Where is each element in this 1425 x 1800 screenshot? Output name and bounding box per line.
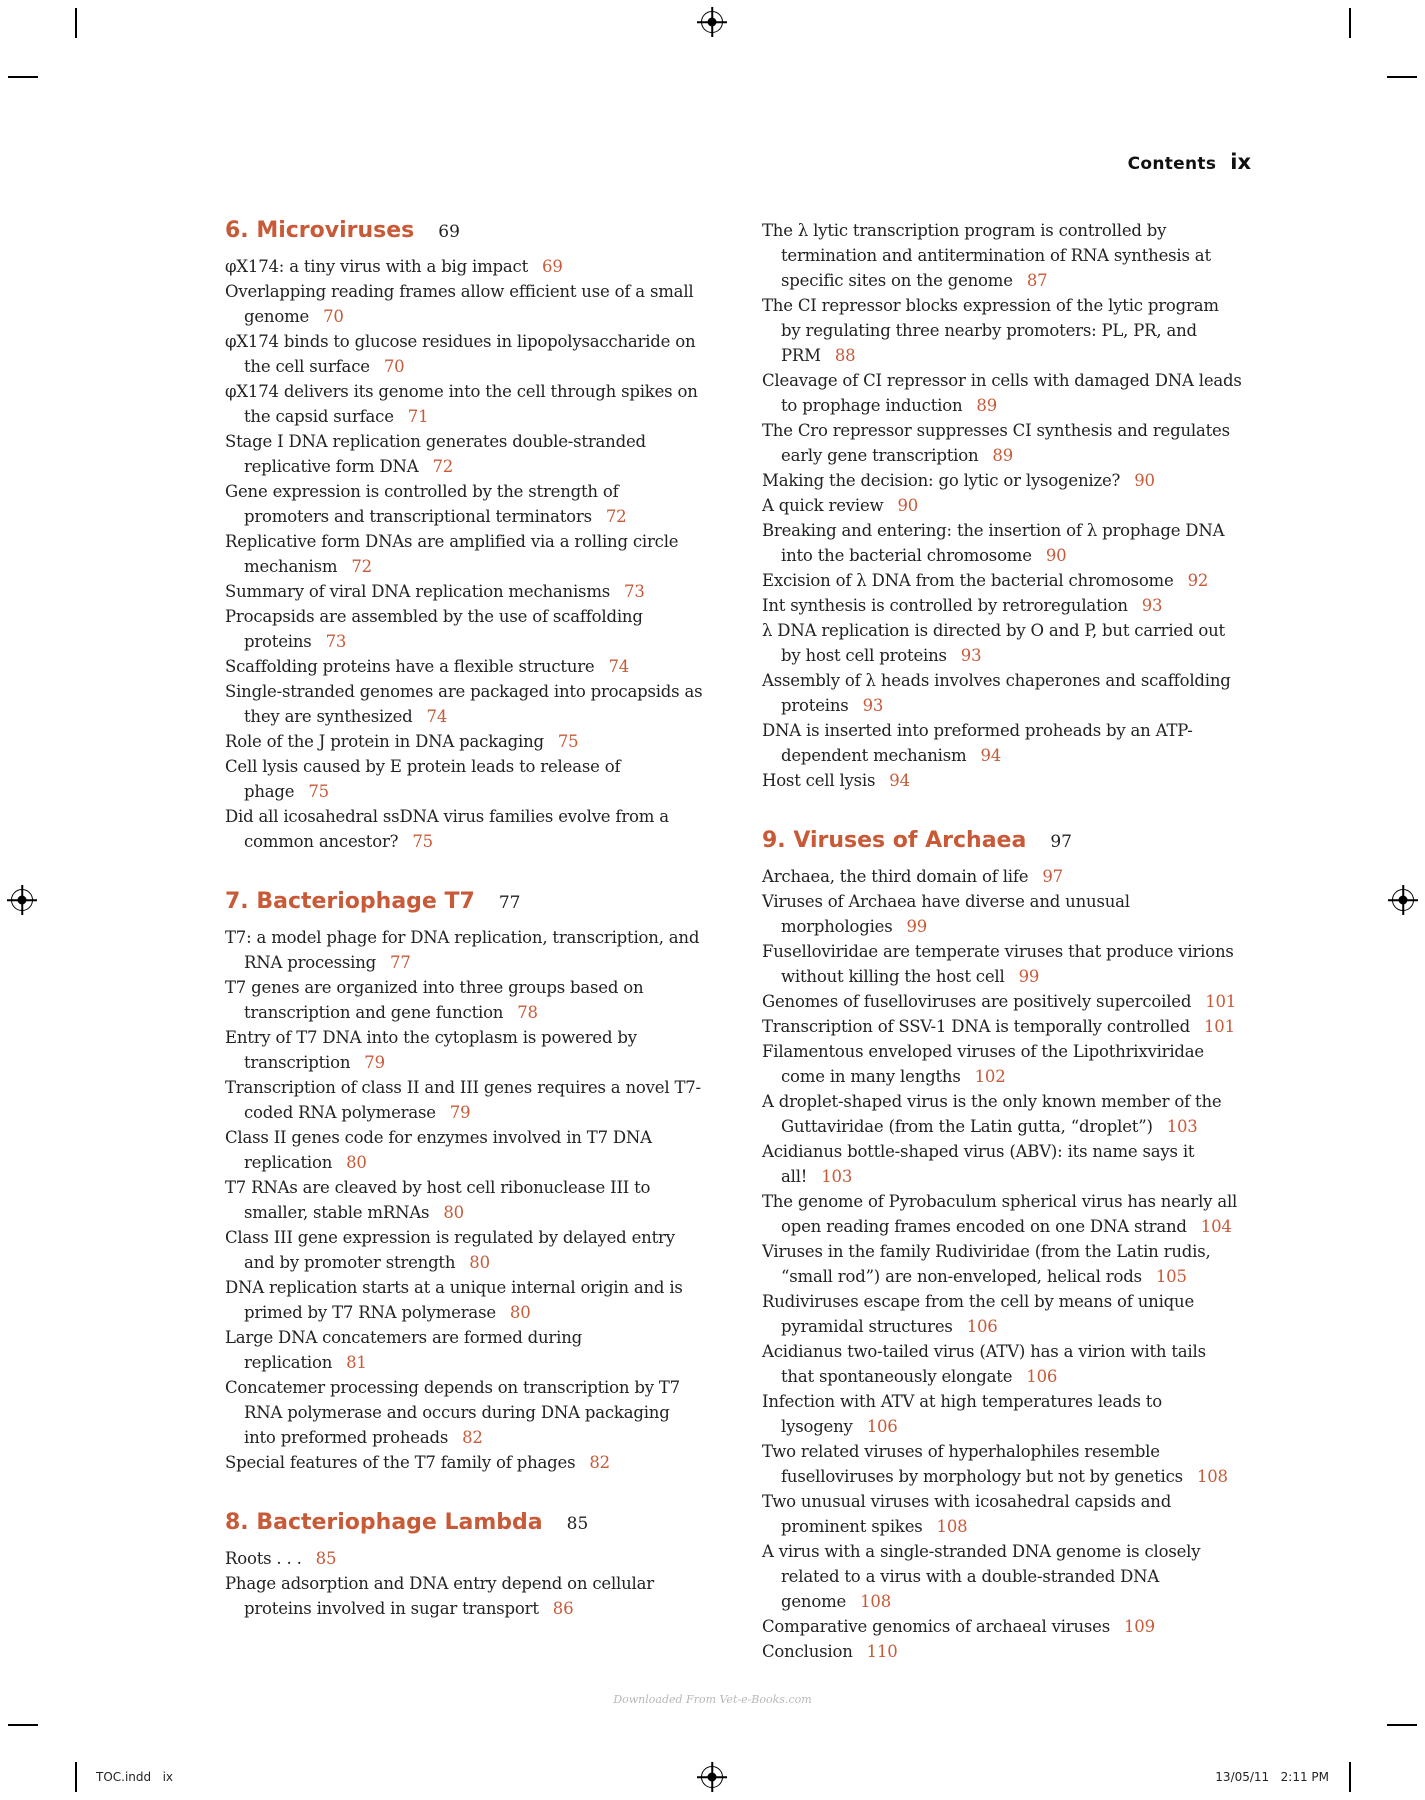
crop-mark bbox=[75, 1762, 77, 1792]
toc-entry-title: Summary of viral DNA replication mechanisms bbox=[225, 582, 611, 601]
toc-entry[interactable] bbox=[762, 1339, 1242, 1389]
toc-entry-title: Making the decision: go lytic or lysogenize? bbox=[762, 471, 1121, 490]
toc-entry[interactable] bbox=[762, 889, 1242, 939]
toc-entry-title: Int synthesis is controlled by retroregulation bbox=[762, 596, 1128, 615]
toc-entry-title: T7: a model phage for DNA replication, transcription, and RNA processing bbox=[225, 928, 700, 972]
toc-entry[interactable] bbox=[762, 618, 1242, 668]
toc-entry-title: Two related viruses of hyperhalophiles resemble fuselloviruses by morphology but not by genetics bbox=[762, 1442, 1183, 1486]
toc-entry-title: Replicative form DNAs are amplified via a rolling circle mechanism bbox=[225, 532, 679, 576]
running-head-title: Contents bbox=[1127, 154, 1217, 174]
toc-entry-page-number: 79 bbox=[364, 1053, 385, 1072]
toc-entry-title: λ DNA replication is directed by O and P, but carried out by host cell proteins bbox=[762, 621, 1225, 665]
toc-section bbox=[225, 889, 705, 1475]
toc-entry[interactable] bbox=[762, 1439, 1242, 1489]
toc-entry-page-number: 87 bbox=[1026, 271, 1048, 290]
toc-entry-title: Role of the J protein in DNA packaging bbox=[225, 732, 544, 751]
toc-entry[interactable] bbox=[225, 754, 705, 804]
toc-entry[interactable] bbox=[225, 975, 705, 1025]
toc-entry[interactable] bbox=[762, 518, 1242, 568]
toc-entry-page-number: 72 bbox=[605, 507, 627, 526]
toc-entry[interactable] bbox=[225, 429, 705, 479]
toc-entry[interactable] bbox=[762, 418, 1242, 468]
toc-section bbox=[762, 828, 1242, 1664]
toc-entry-page-number: 99 bbox=[906, 917, 928, 936]
toc-entry-title: The genome of Pyrobaculum spherical virus has nearly all open reading frames encoded on one DNA strand bbox=[762, 1192, 1238, 1236]
toc-entry-title: Class III gene expression is regulated by delayed entry and by promoter strength bbox=[225, 1228, 675, 1272]
toc-entry[interactable] bbox=[225, 1075, 705, 1125]
toc-entry-title: Class II genes code for enzymes involved in T7 DNA replication bbox=[225, 1128, 652, 1172]
toc-entry[interactable] bbox=[225, 604, 705, 654]
toc-entry-title: Host cell lysis bbox=[762, 771, 876, 790]
toc-entry-title: Genomes of fuselloviruses are positively supercoiled bbox=[762, 992, 1192, 1011]
chapter-title: 6. Microviruses bbox=[225, 218, 415, 243]
crop-mark bbox=[1387, 1724, 1417, 1726]
toc-entry-title: Acidianus bottle-shaped virus (ABV): its name says it all! bbox=[762, 1142, 1195, 1186]
toc-entry-page-number: 106 bbox=[966, 1317, 998, 1336]
toc-entry-page-number: 86 bbox=[552, 1599, 574, 1618]
toc-entry[interactable] bbox=[225, 1225, 705, 1275]
toc-section bbox=[762, 218, 1242, 793]
toc-entry-title: Roots . . . bbox=[225, 1549, 302, 1568]
toc-entry[interactable] bbox=[225, 479, 705, 529]
toc-entry[interactable] bbox=[225, 925, 705, 975]
toc-entry[interactable] bbox=[225, 654, 705, 679]
toc-section bbox=[225, 1510, 705, 1621]
toc-entry-page-number: 109 bbox=[1123, 1617, 1155, 1636]
toc-entry[interactable] bbox=[225, 1375, 705, 1450]
toc-entry-page-number: 80 bbox=[346, 1153, 367, 1172]
toc-entry-title: Two unusual viruses with icosahedral capsids and prominent spikes bbox=[762, 1492, 1172, 1536]
toc-entry-page-number: 75 bbox=[308, 782, 329, 801]
watermark: Downloaded From Vet-e-Books.com bbox=[613, 1693, 812, 1706]
toc-entry-page-number: 74 bbox=[608, 657, 630, 676]
toc-entry-title: Filamentous enveloped viruses of the Lipothrixviridae come in many lengths bbox=[762, 1042, 1204, 1086]
chapter-title: 9. Viruses of Archaea bbox=[762, 828, 1027, 853]
toc-entry-title: DNA is inserted into preformed proheads by an ATP-dependent mechanism bbox=[762, 721, 1193, 765]
toc-entry-title: Large DNA concatemers are formed during replication bbox=[225, 1328, 582, 1372]
toc-entry-page-number: 89 bbox=[992, 446, 1013, 465]
crop-mark bbox=[8, 76, 38, 78]
toc-entry-title: Breaking and entering: the insertion of λ prophage DNA into the bacterial chromosome bbox=[762, 521, 1225, 565]
toc-entry[interactable] bbox=[225, 1275, 705, 1325]
toc-entry-title: φX174 delivers its genome into the cell through spikes on the capsid surface bbox=[225, 382, 698, 426]
toc-entry[interactable] bbox=[762, 1639, 1242, 1664]
toc-entry[interactable] bbox=[225, 679, 705, 729]
toc-entry-title: Infection with ATV at high temperatures leads to lysogeny bbox=[762, 1392, 1162, 1436]
toc-entry-page-number: 90 bbox=[1045, 546, 1067, 565]
toc-entry-page-number: 90 bbox=[897, 496, 919, 515]
crop-mark bbox=[1387, 76, 1417, 78]
toc-entry[interactable] bbox=[762, 568, 1242, 593]
toc-entry-page-number: 92 bbox=[1187, 571, 1209, 590]
toc-entry[interactable] bbox=[762, 668, 1242, 718]
toc-entry-page-number: 93 bbox=[1141, 596, 1163, 615]
toc-right-column bbox=[762, 218, 1242, 1699]
toc-entry[interactable] bbox=[225, 1025, 705, 1075]
chapter-page-number: 69 bbox=[438, 222, 460, 242]
toc-entry[interactable] bbox=[762, 1014, 1242, 1039]
toc-entry[interactable] bbox=[762, 864, 1242, 889]
toc-entry-page-number: 105 bbox=[1155, 1267, 1187, 1286]
toc-entry-title: A quick review bbox=[762, 496, 884, 515]
toc-entry-page-number: 90 bbox=[1134, 471, 1155, 490]
toc-entry-title: Acidianus two-tailed virus (ATV) has a virion with tails that spontaneously elongate bbox=[762, 1342, 1206, 1386]
toc-entry-page-number: 70 bbox=[383, 357, 405, 376]
running-head bbox=[1128, 150, 1251, 174]
toc-entry[interactable] bbox=[225, 1175, 705, 1225]
chapter-title: 8. Bacteriophage Lambda bbox=[225, 1510, 543, 1535]
toc-entry[interactable] bbox=[225, 804, 705, 854]
toc-entry-page-number: 80 bbox=[469, 1253, 490, 1272]
toc-entry-title: T7 genes are organized into three groups based on transcription and gene function bbox=[225, 978, 644, 1022]
slug-filename: TOC.indd ix bbox=[96, 1770, 174, 1784]
toc-entry[interactable] bbox=[762, 939, 1242, 989]
toc-entry-title: Cell lysis caused by E protein leads to release of phage bbox=[225, 757, 621, 801]
toc-entry-title: φX174 binds to glucose residues in lipopolysaccharide on the cell surface bbox=[225, 332, 696, 376]
toc-section bbox=[225, 218, 705, 854]
toc-entry-title: Rudiviruses escape from the cell by means of unique pyramidal structures bbox=[762, 1292, 1195, 1336]
toc-entry[interactable] bbox=[225, 1571, 705, 1621]
toc-entry[interactable] bbox=[762, 593, 1242, 618]
crop-mark bbox=[1349, 8, 1351, 38]
crop-mark bbox=[75, 8, 77, 38]
toc-entry-title: Excision of λ DNA from the bacterial chromosome bbox=[762, 571, 1174, 590]
registration-mark-icon bbox=[11, 889, 33, 911]
toc-entry-title: Comparative genomics of archaeal viruses bbox=[762, 1617, 1110, 1636]
toc-entry-page-number: 78 bbox=[517, 1003, 538, 1022]
toc-entry-page-number: 101 bbox=[1205, 992, 1237, 1011]
toc-entry-page-number: 77 bbox=[390, 953, 411, 972]
chapter-page-number: 97 bbox=[1050, 832, 1072, 852]
toc-entry-page-number: 94 bbox=[889, 771, 910, 790]
toc-entry[interactable] bbox=[225, 379, 705, 429]
toc-entry[interactable] bbox=[225, 1450, 705, 1475]
toc-entry[interactable] bbox=[225, 1325, 705, 1375]
toc-entry-title: Viruses in the family Rudiviridae (from the Latin rudis, “small rod”) are non-enveloped, helical rods bbox=[762, 1242, 1211, 1286]
toc-entry[interactable] bbox=[762, 1614, 1242, 1639]
crop-mark bbox=[8, 1724, 38, 1726]
toc-entry-title: The CI repressor blocks expression of the lytic program by regulating three nearby promoters: PL, PR, and PRM bbox=[762, 296, 1219, 365]
chapter-page-number: 77 bbox=[498, 893, 521, 913]
toc-entry[interactable] bbox=[762, 768, 1242, 793]
toc-entry-page-number: 102 bbox=[974, 1067, 1006, 1086]
toc-entry-page-number: 88 bbox=[834, 346, 856, 365]
toc-entry-page-number: 73 bbox=[325, 632, 347, 651]
toc-entry-title: A droplet-shaped virus is the only known member of the Guttaviridae (from the Latin gutta, “droplet”) bbox=[762, 1092, 1222, 1136]
toc-entry-page-number: 93 bbox=[862, 696, 884, 715]
toc-entry[interactable] bbox=[225, 329, 705, 379]
toc-entry[interactable] bbox=[762, 468, 1242, 493]
toc-entry[interactable] bbox=[225, 579, 705, 604]
toc-entry[interactable] bbox=[762, 1189, 1242, 1239]
toc-entry-title: Transcription of class II and III genes requires a novel T7-coded RNA polymerase bbox=[225, 1078, 701, 1122]
toc-entry-title: Overlapping reading frames allow efficient use of a small genome bbox=[225, 282, 694, 326]
toc-entry-page-number: 108 bbox=[936, 1517, 968, 1536]
toc-entry[interactable] bbox=[225, 529, 705, 579]
toc-entry-page-number: 94 bbox=[980, 746, 1002, 765]
toc-entry[interactable] bbox=[225, 254, 705, 279]
toc-entry-page-number: 73 bbox=[624, 582, 645, 601]
toc-entry[interactable] bbox=[762, 1389, 1242, 1439]
toc-entry-title: Scaffolding proteins have a flexible structure bbox=[225, 657, 595, 676]
toc-entry-page-number: 80 bbox=[443, 1203, 464, 1222]
toc-entry-title: Cleavage of CI repressor in cells with damaged DNA leads to prophage induction bbox=[762, 371, 1242, 415]
toc-entry-page-number: 74 bbox=[426, 707, 448, 726]
toc-entry-page-number: 80 bbox=[509, 1303, 531, 1322]
toc-left-column bbox=[225, 218, 705, 1656]
toc-entry-page-number: 101 bbox=[1203, 1017, 1235, 1036]
toc-entry-page-number: 82 bbox=[589, 1453, 610, 1472]
toc-entry-title: A virus with a single-stranded DNA genome is closely related to a virus with a double-stranded DNA genome bbox=[762, 1542, 1201, 1611]
toc-entry[interactable] bbox=[762, 368, 1242, 418]
chapter-title: 7. Bacteriophage T7 bbox=[225, 889, 475, 914]
toc-entry[interactable] bbox=[762, 718, 1242, 768]
toc-entry[interactable] bbox=[225, 1125, 705, 1175]
registration-mark-icon bbox=[1392, 889, 1414, 911]
toc-entry-title: Stage I DNA replication generates double-stranded replicative form DNA bbox=[225, 432, 646, 476]
toc-entry-page-number: 79 bbox=[449, 1103, 471, 1122]
toc-entry[interactable] bbox=[762, 218, 1242, 293]
toc-entry-page-number: 99 bbox=[1018, 967, 1040, 986]
toc-entry-title: Procapsids are assembled by the use of scaffolding proteins bbox=[225, 607, 643, 651]
toc-entry-page-number: 104 bbox=[1200, 1217, 1232, 1236]
toc-entry[interactable] bbox=[225, 1546, 705, 1571]
toc-entry-title: Gene expression is controlled by the strength of promoters and transcriptional terminators bbox=[225, 482, 619, 526]
toc-entry-title: Phage adsorption and DNA entry depend on cellular proteins involved in sugar transport bbox=[225, 1574, 654, 1618]
toc-entry-page-number: 72 bbox=[432, 457, 454, 476]
toc-entry-page-number: 71 bbox=[407, 407, 429, 426]
toc-entry-title: Did all icosahedral ssDNA virus families evolve from a common ancestor? bbox=[225, 807, 669, 851]
chapter-heading[interactable] bbox=[225, 1510, 705, 1535]
toc-entry[interactable] bbox=[762, 1239, 1242, 1289]
toc-entry[interactable] bbox=[762, 1089, 1242, 1139]
toc-entry-title: DNA replication starts at a unique internal origin and is primed by T7 RNA polymerase bbox=[225, 1278, 683, 1322]
toc-entry-page-number: 82 bbox=[462, 1428, 483, 1447]
toc-entry-title: Assembly of λ heads involves chaperones and scaffolding proteins bbox=[762, 671, 1231, 715]
toc-entry-title: The λ lytic transcription program is controlled by termination and antitermination of RNA synthesis at specific sites on the genome bbox=[762, 221, 1211, 290]
toc-entry[interactable] bbox=[225, 279, 705, 329]
toc-entry-page-number: 89 bbox=[976, 396, 998, 415]
toc-entry-title: Archaea, the third domain of life bbox=[762, 867, 1029, 886]
toc-entry-page-number: 106 bbox=[866, 1417, 898, 1436]
toc-entry-title: Single-stranded genomes are packaged into procapsids as they are synthesized bbox=[225, 682, 703, 726]
toc-entry-title: Special features of the T7 family of phages bbox=[225, 1453, 576, 1472]
toc-entry-page-number: 108 bbox=[860, 1592, 892, 1611]
toc-entry-page-number: 75 bbox=[557, 732, 579, 751]
toc-entry[interactable] bbox=[762, 293, 1242, 368]
crop-mark bbox=[1349, 1762, 1351, 1792]
toc-entry-page-number: 103 bbox=[1166, 1117, 1198, 1136]
toc-entry-page-number: 72 bbox=[351, 557, 372, 576]
toc-entry[interactable] bbox=[225, 729, 705, 754]
registration-mark-icon bbox=[701, 11, 723, 33]
toc-entry-title: Concatemer processing depends on transcription by T7 RNA polymerase and occurs during DNA packaging into preformed proheads bbox=[225, 1378, 680, 1447]
toc-entry[interactable] bbox=[762, 989, 1242, 1014]
toc-entry[interactable] bbox=[762, 493, 1242, 518]
toc-entry-title: φX174: a tiny virus with a big impact bbox=[225, 257, 529, 276]
toc-entry-page-number: 110 bbox=[866, 1642, 898, 1661]
toc-entry-page-number: 93 bbox=[960, 646, 982, 665]
toc-entry-page-number: 85 bbox=[315, 1549, 337, 1568]
toc-entry[interactable] bbox=[762, 1139, 1242, 1189]
toc-entry-page-number: 81 bbox=[346, 1353, 367, 1372]
toc-entry[interactable] bbox=[762, 1539, 1242, 1614]
chapter-heading[interactable] bbox=[225, 218, 705, 243]
toc-entry[interactable] bbox=[762, 1039, 1242, 1089]
toc-entry-page-number: 70 bbox=[323, 307, 344, 326]
toc-entry[interactable] bbox=[762, 1489, 1242, 1539]
running-head-page-number: ix bbox=[1230, 150, 1251, 174]
toc-entry-title: Entry of T7 DNA into the cytoplasm is powered by transcription bbox=[225, 1028, 637, 1072]
toc-entry-page-number: 97 bbox=[1042, 867, 1063, 886]
toc-entry-title: The Cro repressor suppresses CI synthesis and regulates early gene transcription bbox=[762, 421, 1230, 465]
toc-entry-page-number: 106 bbox=[1026, 1367, 1058, 1386]
chapter-heading[interactable] bbox=[225, 889, 705, 914]
registration-mark-icon bbox=[701, 1766, 723, 1788]
toc-entry-page-number: 108 bbox=[1196, 1467, 1228, 1486]
toc-entry-page-number: 75 bbox=[412, 832, 433, 851]
toc-entry-title: Conclusion bbox=[762, 1642, 853, 1661]
chapter-page-number: 85 bbox=[566, 1514, 589, 1534]
chapter-heading[interactable] bbox=[762, 828, 1242, 853]
toc-entry-page-number: 103 bbox=[821, 1167, 853, 1186]
toc-entry-title: T7 RNAs are cleaved by host cell ribonuclease III to smaller, stable mRNAs bbox=[225, 1178, 651, 1222]
toc-entry-title: Fuselloviridae are temperate viruses that produce virions without killing the host cell bbox=[762, 942, 1234, 986]
slug-datetime: 13/05/11 2:11 PM bbox=[1215, 1770, 1329, 1784]
toc-entry-title: Viruses of Archaea have diverse and unusual morphologies bbox=[762, 892, 1130, 936]
toc-entry-title: Transcription of SSV-1 DNA is temporally controlled bbox=[762, 1017, 1190, 1036]
toc-entry-page-number: 69 bbox=[542, 257, 563, 276]
toc-entry[interactable] bbox=[762, 1289, 1242, 1339]
